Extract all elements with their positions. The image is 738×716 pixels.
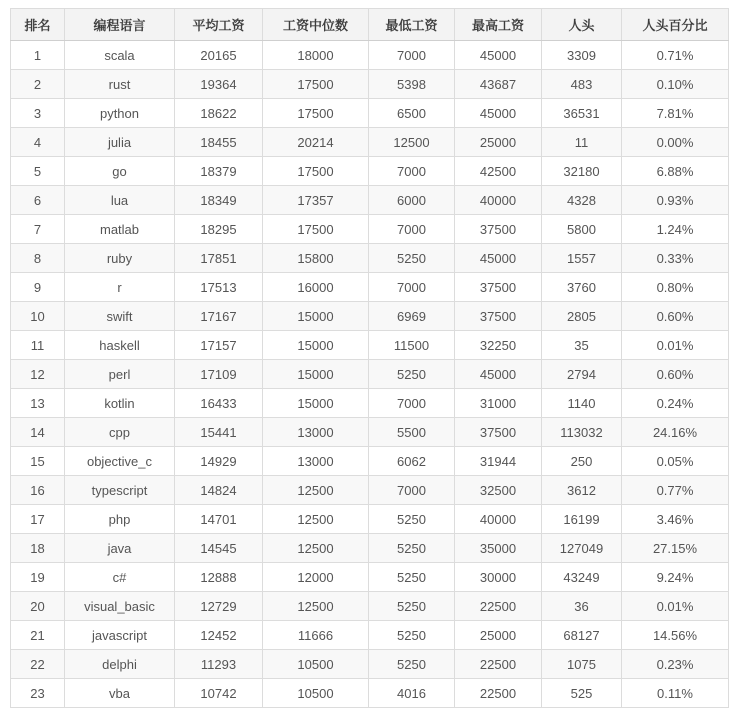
cell-headcount: 2805 xyxy=(542,302,622,331)
cell-rank: 11 xyxy=(11,331,65,360)
cell-avg-salary: 14824 xyxy=(175,476,263,505)
cell-max-salary: 25000 xyxy=(455,128,542,157)
cell-headcount-percent: 9.24% xyxy=(622,563,729,592)
cell-min-salary: 5398 xyxy=(369,70,455,99)
cell-avg-salary: 19364 xyxy=(175,70,263,99)
cell-max-salary: 35000 xyxy=(455,534,542,563)
cell-rank: 10 xyxy=(11,302,65,331)
cell-median-salary: 12500 xyxy=(263,476,369,505)
cell-median-salary: 13000 xyxy=(263,447,369,476)
cell-avg-salary: 12888 xyxy=(175,563,263,592)
cell-language: objective_c xyxy=(65,447,175,476)
cell-median-salary: 17500 xyxy=(263,99,369,128)
cell-avg-salary: 18455 xyxy=(175,128,263,157)
cell-rank: 17 xyxy=(11,505,65,534)
cell-language: php xyxy=(65,505,175,534)
cell-language: julia xyxy=(65,128,175,157)
column-header-median-salary: 工资中位数 xyxy=(263,9,369,41)
cell-median-salary: 11666 xyxy=(263,621,369,650)
column-header-rank: 排名 xyxy=(11,9,65,41)
cell-median-salary: 15800 xyxy=(263,244,369,273)
cell-headcount: 1140 xyxy=(542,389,622,418)
cell-avg-salary: 12729 xyxy=(175,592,263,621)
cell-min-salary: 6062 xyxy=(369,447,455,476)
cell-median-salary: 10500 xyxy=(263,650,369,679)
cell-headcount-percent: 0.93% xyxy=(622,186,729,215)
cell-median-salary: 12500 xyxy=(263,505,369,534)
cell-headcount: 5800 xyxy=(542,215,622,244)
cell-rank: 19 xyxy=(11,563,65,592)
cell-headcount-percent: 0.23% xyxy=(622,650,729,679)
cell-median-salary: 15000 xyxy=(263,389,369,418)
cell-rank: 15 xyxy=(11,447,65,476)
cell-avg-salary: 14929 xyxy=(175,447,263,476)
cell-min-salary: 11500 xyxy=(369,331,455,360)
cell-min-salary: 7000 xyxy=(369,389,455,418)
cell-min-salary: 6500 xyxy=(369,99,455,128)
cell-headcount-percent: 0.33% xyxy=(622,244,729,273)
cell-min-salary: 5250 xyxy=(369,650,455,679)
table-row xyxy=(11,389,729,418)
cell-min-salary: 5250 xyxy=(369,621,455,650)
cell-max-salary: 37500 xyxy=(455,273,542,302)
table-body xyxy=(11,41,729,708)
cell-rank: 9 xyxy=(11,273,65,302)
table-row xyxy=(11,505,729,534)
cell-min-salary: 7000 xyxy=(369,476,455,505)
cell-min-salary: 7000 xyxy=(369,215,455,244)
cell-avg-salary: 14545 xyxy=(175,534,263,563)
column-header-avg-salary: 平均工资 xyxy=(175,9,263,41)
column-header-headcount: 人头 xyxy=(542,9,622,41)
cell-max-salary: 31000 xyxy=(455,389,542,418)
cell-headcount: 4328 xyxy=(542,186,622,215)
cell-language: perl xyxy=(65,360,175,389)
cell-median-salary: 13000 xyxy=(263,418,369,447)
cell-rank: 7 xyxy=(11,215,65,244)
table-row xyxy=(11,360,729,389)
cell-max-salary: 45000 xyxy=(455,360,542,389)
cell-headcount-percent: 14.56% xyxy=(622,621,729,650)
cell-avg-salary: 17157 xyxy=(175,331,263,360)
cell-min-salary: 7000 xyxy=(369,157,455,186)
cell-max-salary: 43687 xyxy=(455,70,542,99)
cell-headcount: 3760 xyxy=(542,273,622,302)
cell-min-salary: 5250 xyxy=(369,592,455,621)
cell-min-salary: 5250 xyxy=(369,563,455,592)
cell-median-salary: 15000 xyxy=(263,331,369,360)
cell-headcount-percent: 0.10% xyxy=(622,70,729,99)
cell-max-salary: 25000 xyxy=(455,621,542,650)
cell-headcount: 127049 xyxy=(542,534,622,563)
table-row xyxy=(11,157,729,186)
cell-headcount: 1557 xyxy=(542,244,622,273)
cell-language: java xyxy=(65,534,175,563)
cell-language: c# xyxy=(65,563,175,592)
cell-avg-salary: 20165 xyxy=(175,41,263,70)
cell-max-salary: 40000 xyxy=(455,505,542,534)
cell-rank: 20 xyxy=(11,592,65,621)
table-row xyxy=(11,273,729,302)
cell-language: r xyxy=(65,273,175,302)
table-row xyxy=(11,99,729,128)
cell-headcount-percent: 0.00% xyxy=(622,128,729,157)
cell-median-salary: 16000 xyxy=(263,273,369,302)
cell-rank: 4 xyxy=(11,128,65,157)
column-header-headcount-percent: 人头百分比 xyxy=(622,9,729,41)
cell-headcount-percent: 0.05% xyxy=(622,447,729,476)
cell-max-salary: 30000 xyxy=(455,563,542,592)
cell-max-salary: 32250 xyxy=(455,331,542,360)
cell-avg-salary: 11293 xyxy=(175,650,263,679)
table-row xyxy=(11,186,729,215)
cell-rank: 21 xyxy=(11,621,65,650)
cell-avg-salary: 18349 xyxy=(175,186,263,215)
cell-median-salary: 17500 xyxy=(263,215,369,244)
cell-language: swift xyxy=(65,302,175,331)
column-header-min-salary: 最低工资 xyxy=(369,9,455,41)
table-row xyxy=(11,244,729,273)
cell-median-salary: 17357 xyxy=(263,186,369,215)
cell-headcount: 113032 xyxy=(542,418,622,447)
cell-max-salary: 37500 xyxy=(455,215,542,244)
cell-headcount: 35 xyxy=(542,331,622,360)
cell-median-salary: 15000 xyxy=(263,360,369,389)
table-row xyxy=(11,302,729,331)
cell-language: ruby xyxy=(65,244,175,273)
cell-rank: 2 xyxy=(11,70,65,99)
cell-headcount-percent: 3.46% xyxy=(622,505,729,534)
cell-headcount: 16199 xyxy=(542,505,622,534)
cell-headcount-percent: 0.24% xyxy=(622,389,729,418)
cell-headcount-percent: 1.24% xyxy=(622,215,729,244)
cell-median-salary: 17500 xyxy=(263,157,369,186)
cell-headcount: 36531 xyxy=(542,99,622,128)
cell-min-salary: 12500 xyxy=(369,128,455,157)
cell-rank: 6 xyxy=(11,186,65,215)
cell-median-salary: 15000 xyxy=(263,302,369,331)
cell-rank: 18 xyxy=(11,534,65,563)
cell-language: rust xyxy=(65,70,175,99)
cell-avg-salary: 17851 xyxy=(175,244,263,273)
cell-avg-salary: 18295 xyxy=(175,215,263,244)
cell-avg-salary: 18622 xyxy=(175,99,263,128)
cell-avg-salary: 18379 xyxy=(175,157,263,186)
cell-language: cpp xyxy=(65,418,175,447)
cell-max-salary: 45000 xyxy=(455,244,542,273)
cell-language: typescript xyxy=(65,476,175,505)
cell-median-salary: 10500 xyxy=(263,679,369,708)
cell-max-salary: 31944 xyxy=(455,447,542,476)
cell-language: matlab xyxy=(65,215,175,244)
cell-max-salary: 42500 xyxy=(455,157,542,186)
table-row xyxy=(11,592,729,621)
cell-headcount-percent: 0.01% xyxy=(622,592,729,621)
cell-rank: 5 xyxy=(11,157,65,186)
cell-headcount: 3612 xyxy=(542,476,622,505)
cell-median-salary: 12000 xyxy=(263,563,369,592)
cell-language: haskell xyxy=(65,331,175,360)
cell-avg-salary: 14701 xyxy=(175,505,263,534)
cell-headcount: 36 xyxy=(542,592,622,621)
table-row xyxy=(11,621,729,650)
cell-avg-salary: 17109 xyxy=(175,360,263,389)
cell-language: vba xyxy=(65,679,175,708)
cell-headcount-percent: 0.77% xyxy=(622,476,729,505)
cell-headcount: 2794 xyxy=(542,360,622,389)
cell-min-salary: 7000 xyxy=(369,41,455,70)
cell-max-salary: 22500 xyxy=(455,650,542,679)
cell-rank: 8 xyxy=(11,244,65,273)
cell-headcount: 11 xyxy=(542,128,622,157)
cell-headcount-percent: 0.71% xyxy=(622,41,729,70)
cell-headcount: 525 xyxy=(542,679,622,708)
table-row xyxy=(11,70,729,99)
cell-headcount: 3309 xyxy=(542,41,622,70)
cell-max-salary: 32500 xyxy=(455,476,542,505)
cell-language: python xyxy=(65,99,175,128)
cell-headcount-percent: 0.80% xyxy=(622,273,729,302)
cell-min-salary: 7000 xyxy=(369,273,455,302)
cell-avg-salary: 10742 xyxy=(175,679,263,708)
table-row xyxy=(11,476,729,505)
cell-min-salary: 5500 xyxy=(369,418,455,447)
table-row xyxy=(11,534,729,563)
cell-rank: 23 xyxy=(11,679,65,708)
cell-min-salary: 6969 xyxy=(369,302,455,331)
table-row xyxy=(11,215,729,244)
cell-avg-salary: 17513 xyxy=(175,273,263,302)
cell-median-salary: 12500 xyxy=(263,534,369,563)
cell-language: delphi xyxy=(65,650,175,679)
cell-avg-salary: 16433 xyxy=(175,389,263,418)
cell-max-salary: 45000 xyxy=(455,99,542,128)
cell-max-salary: 22500 xyxy=(455,592,542,621)
cell-headcount-percent: 0.11% xyxy=(622,679,729,708)
table-row xyxy=(11,563,729,592)
cell-language: javascript xyxy=(65,621,175,650)
cell-headcount-percent: 0.60% xyxy=(622,360,729,389)
table-row xyxy=(11,418,729,447)
table-row xyxy=(11,650,729,679)
cell-avg-salary: 17167 xyxy=(175,302,263,331)
cell-max-salary: 45000 xyxy=(455,41,542,70)
cell-min-salary: 5250 xyxy=(369,360,455,389)
cell-min-salary: 6000 xyxy=(369,186,455,215)
cell-max-salary: 37500 xyxy=(455,418,542,447)
table-row xyxy=(11,679,729,708)
cell-language: visual_basic xyxy=(65,592,175,621)
cell-headcount-percent: 6.88% xyxy=(622,157,729,186)
cell-headcount: 483 xyxy=(542,70,622,99)
cell-headcount: 1075 xyxy=(542,650,622,679)
cell-headcount-percent: 27.15% xyxy=(622,534,729,563)
cell-avg-salary: 15441 xyxy=(175,418,263,447)
table-row xyxy=(11,128,729,157)
table-row xyxy=(11,41,729,70)
cell-median-salary: 12500 xyxy=(263,592,369,621)
cell-median-salary: 20214 xyxy=(263,128,369,157)
cell-rank: 13 xyxy=(11,389,65,418)
cell-min-salary: 5250 xyxy=(369,505,455,534)
cell-rank: 14 xyxy=(11,418,65,447)
cell-headcount: 43249 xyxy=(542,563,622,592)
cell-rank: 12 xyxy=(11,360,65,389)
cell-language: scala xyxy=(65,41,175,70)
cell-max-salary: 40000 xyxy=(455,186,542,215)
cell-avg-salary: 12452 xyxy=(175,621,263,650)
cell-rank: 1 xyxy=(11,41,65,70)
cell-headcount: 32180 xyxy=(542,157,622,186)
cell-headcount-percent: 0.01% xyxy=(622,331,729,360)
table-row xyxy=(11,331,729,360)
cell-headcount: 250 xyxy=(542,447,622,476)
cell-rank: 3 xyxy=(11,99,65,128)
cell-median-salary: 18000 xyxy=(263,41,369,70)
cell-rank: 22 xyxy=(11,650,65,679)
table-header-row xyxy=(11,9,729,41)
cell-language: kotlin xyxy=(65,389,175,418)
cell-headcount-percent: 7.81% xyxy=(622,99,729,128)
cell-headcount-percent: 24.16% xyxy=(622,418,729,447)
cell-max-salary: 37500 xyxy=(455,302,542,331)
cell-language: lua xyxy=(65,186,175,215)
column-header-language: 编程语言 xyxy=(65,9,175,41)
cell-rank: 16 xyxy=(11,476,65,505)
programming-language-salary-table xyxy=(10,8,729,708)
cell-max-salary: 22500 xyxy=(455,679,542,708)
cell-median-salary: 17500 xyxy=(263,70,369,99)
cell-headcount: 68127 xyxy=(542,621,622,650)
cell-headcount-percent: 0.60% xyxy=(622,302,729,331)
table-row xyxy=(11,447,729,476)
cell-min-salary: 5250 xyxy=(369,534,455,563)
cell-language: go xyxy=(65,157,175,186)
column-header-max-salary: 最高工资 xyxy=(455,9,542,41)
cell-min-salary: 5250 xyxy=(369,244,455,273)
cell-min-salary: 4016 xyxy=(369,679,455,708)
